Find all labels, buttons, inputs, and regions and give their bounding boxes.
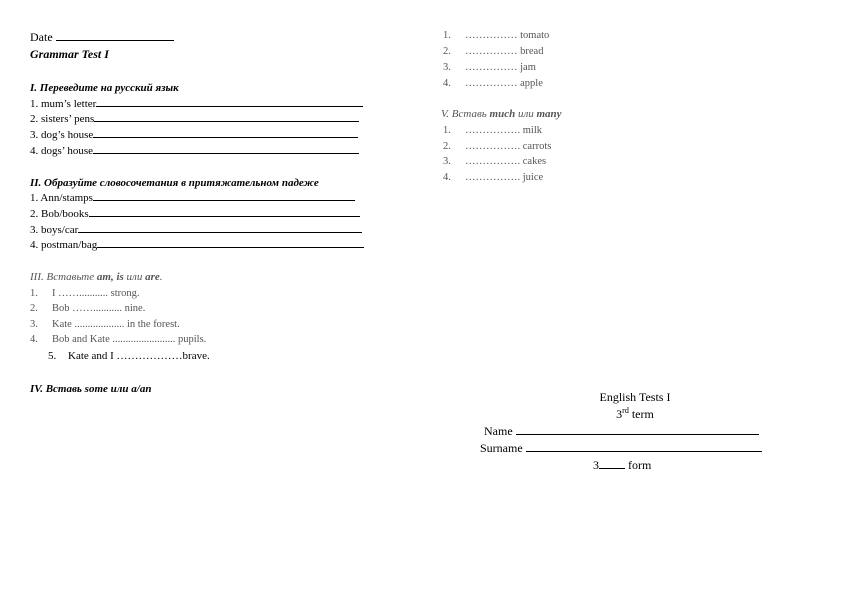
answer-blank[interactable] xyxy=(78,231,362,233)
answer-blank[interactable] xyxy=(93,136,358,138)
section5-item: 3. ……………. cakes xyxy=(443,156,547,167)
form-blank[interactable] xyxy=(599,467,625,469)
answer-blank[interactable] xyxy=(94,120,359,122)
section3-item: 4. Bob and Kate ........................ pupils. xyxy=(30,334,207,345)
section1-item: 1. mum’s letter xyxy=(30,98,363,110)
section2-item: 1. Ann/stamps xyxy=(30,192,355,204)
answer-blank[interactable] xyxy=(97,246,364,248)
section1-item: 3. dog’s house xyxy=(30,129,358,141)
surname-blank[interactable] xyxy=(526,450,762,452)
section3-item: 3. Kate ................... in the forest. xyxy=(30,319,180,330)
section4-item: 4. …………… apple xyxy=(443,78,543,89)
section3-item: 2. Bob ……........... nine. xyxy=(30,303,146,314)
cover-term: 3rd term xyxy=(616,406,654,421)
cover-surname-line xyxy=(480,441,762,456)
date-line xyxy=(30,30,174,45)
section3-item-5: 5. Kate and I ………………brave. xyxy=(48,350,210,362)
answer-blank[interactable] xyxy=(93,152,359,154)
section5-item: 4. ……………. juice xyxy=(443,172,544,183)
section5-item: 2. ……………. carrots xyxy=(443,141,552,152)
section1-item: 2. sisters’ pens xyxy=(30,113,359,125)
section2-item: 2. Bob/books xyxy=(30,208,360,220)
section5-item: 1. ……………. milk xyxy=(443,125,543,136)
cover-name-line xyxy=(484,424,759,439)
name-blank[interactable] xyxy=(516,433,759,435)
answer-blank[interactable] xyxy=(89,215,360,217)
section5-heading: V. Вставь much или many xyxy=(441,108,562,120)
section3-heading: III. Вставьте am, is или are. xyxy=(30,271,163,283)
page-title: Grammar Test I xyxy=(30,47,109,61)
section2-heading: II. Образуйте словосочетания в притяжательном падеже xyxy=(30,177,319,189)
date-blank[interactable] xyxy=(56,39,174,41)
surname-label: Surname xyxy=(480,441,523,455)
section2-item: 4. postman/bag xyxy=(30,239,364,251)
answer-blank[interactable] xyxy=(96,105,363,107)
cover-form-line: 3 form xyxy=(593,458,652,472)
section4-item: 2. …………… bread xyxy=(443,46,544,57)
answer-blank[interactable] xyxy=(93,199,355,201)
cover-title: English Tests I xyxy=(599,390,671,404)
section2-item: 3. boys/car xyxy=(30,224,362,236)
section1-heading: I. Переведите на русский язык xyxy=(30,82,179,94)
section3-item: 1. I ……........... strong. xyxy=(30,288,140,299)
name-label: Name xyxy=(484,424,513,438)
section1-item: 4. dogs’ house xyxy=(30,145,359,157)
section4-item: 3. …………… jam xyxy=(443,62,536,73)
section4-heading: IV. Вставь some или a/an xyxy=(30,383,152,395)
section4-item: 1. …………… tomato xyxy=(443,30,550,41)
date-label: Date xyxy=(30,30,53,44)
